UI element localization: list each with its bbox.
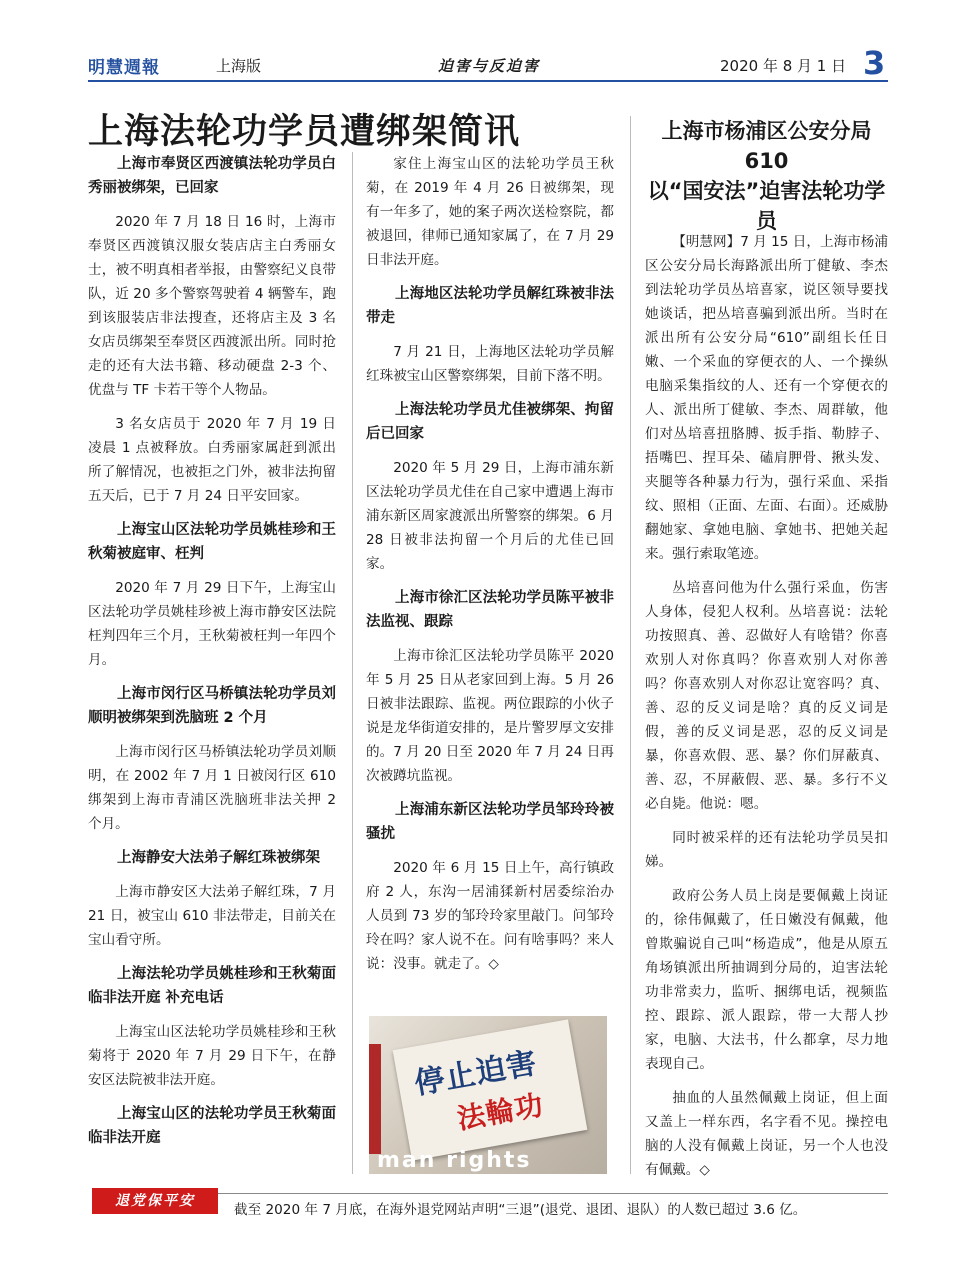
article-paragraph: 2020 年 6 月 15 日上午，高行镇政府 2 人，东沟一居浦猱新村居委综治办人员到 73 岁的邹玲玲家里敲门。问邹玲玲在吗？家人说不在。问有啥事吗？来人说：没事。就走了。◇ (366, 860, 614, 972)
article-heading: 上海法轮功学员尤佳被绑架、拘留后已回家 (366, 402, 614, 442)
article-paragraph: 2020 年 7 月 29 日下午，上海宝山区法轮功学员姚桂珍被上海市静安区法院枉判四年三个月，王秋菊被枉判一年四个月。 (88, 580, 336, 668)
article-paragraph: 7 月 21 日，上海地区法轮功学员解红珠被宝山区警察绑架，目前下落不明。 (366, 344, 614, 384)
sign-text-bottom: 法輪功 (454, 1088, 547, 1136)
article-heading: 上海法轮功学员姚桂珍和王秋菊面临非法开庭 补充电话 (88, 966, 336, 1006)
column-divider (352, 152, 353, 1174)
photo-banner-strip (369, 1044, 381, 1154)
article-heading: 上海宝山区的法轮功学员王秋菊面临非法开庭 (88, 1106, 336, 1146)
article-paragraph: 2020 年 5 月 29 日，上海市浦东新区法轮功学员尤佳在自己家中遭遇上海市浦东新区周家渡派出所警察的绑架。6 月 28 日被非法拘留一个月后的尤佳已回家。 (366, 460, 614, 572)
article-heading: 上海浦东新区法轮功学员邹玲玲被骚扰 (366, 802, 614, 842)
article-paragraph: 抽血的人虽然佩戴上岗证，但上面又盖上一样东西，名字看不见。操控电脑的人没有佩戴上岗证，另一个人也没有佩戴。◇ (645, 1090, 888, 1178)
footer-divider (100, 1193, 888, 1194)
banner-text: man rights (377, 1148, 532, 1173)
publication-name: 明慧週報 (88, 58, 160, 78)
page-header (88, 44, 888, 82)
article-heading: 上海地区法轮功学员解红珠被非法带走 (366, 286, 614, 326)
edition-label: 上海版 (216, 57, 262, 75)
article-paragraph: 【明慧网】7 月 15 日，上海市杨浦区公安分局长海路派出所丁健敏、李杰到法轮功学员丛培喜家，说区领导要找她谈话，把丛培喜骗到派出所。当时在派出所有公安分局“610”副组长任日嫩、一个采血的穿便衣的人、一个操纵电脑采集指纹的人、还有一个穿便衣的人、派出所丁健敏、李杰、周群敏，他们对丛培喜扭胳膊、扳手指、勒脖子、捂嘴巴、捏耳朵、磕肩胛骨、揪头发、夹腿等各种暴力行为，强行采血、采指纹、照相（正面、左面、右面）。还威胁翻她家、拿她电脑、拿她书、把她关起来。强行索取笔迹。 (645, 234, 888, 562)
article-paragraph: 家住上海宝山区的法轮功学员王秋菊，在 2019 年 4 月 26 日被绑架，现有一年多了，她的案子两次送检察院，都被退回，律师已通知家属了，在 7 月 29 日非法开庭。 (366, 156, 614, 268)
column-2 (366, 152, 614, 986)
article-paragraph: 上海市徐汇区法轮功学员陈平 2020 年 5 月 25 日从老家回到上海。5 月 26 日被非法跟踪、监视。两位跟踪的小伙子说是龙华街道安排的，是片警罗厚文安排的。7 月 20 日至 2020 年 7 月 24 日再次被蹲坑监视。 (366, 648, 614, 784)
footer-notice: 截至 2020 年 7 月底，在海外退党网站声明“三退”(退党、退团、退队）的人数已超过 3.6 亿。 (234, 1202, 807, 1218)
footer-badge: 退党保平安 (92, 1188, 218, 1214)
article-paragraph: 3 名女店员于 2020 年 7 月 19 日凌晨 1 点被释放。白秀丽家属赶到派出所了解情况，也被拒之门外，被非法拘留五天后，已于 7 月 24 日平安回家。 (88, 416, 336, 504)
article-paragraph: 政府公务人员上岗是要佩戴上岗证的，徐伟佩戴了，任日嫩没有佩戴，他曾欺骗说自己叫“杨造成”，他是从原五角场镇派出所抽调到分局的，迫害法轮功非常卖力，监听、捆绑电话，视频监控、跟踪、派人跟踪，带一大帮人抄家，电脑、大法书，什么都拿，尽力地表现自己。 (645, 888, 888, 1072)
column-1 (88, 152, 336, 1160)
sign-text-top: 停止迫害 (411, 1045, 541, 1102)
side-article-title (645, 116, 888, 236)
article-heading: 上海静安大法弟子解红珠被绑架 (117, 850, 320, 866)
article-heading: 上海市奉贤区西渡镇法轮功学员白秀丽被绑架，已回家 (88, 156, 336, 196)
column-3 (645, 230, 888, 1192)
header-divider (88, 80, 888, 82)
article-heading: 上海市徐汇区法轮功学员陈平被非法监视、跟踪 (366, 590, 614, 630)
protest-photo (369, 1016, 607, 1174)
side-title-line2: 以“国安法”迫害法轮功学员 (647, 179, 886, 233)
issue-date: 2020 年 8 月 1 日 (720, 57, 847, 75)
article-paragraph: 2020 年 7 月 18 日 16 时，上海市奉贤区西渡镇汉服女装店店主白秀丽女士，被不明真相者举报，由警察纪义良带队，近 20 多个警察驾驶着 4 辆警车，跑到该服装店非法搜查，还将店主及 3 名女店员绑架至奉贤区西渡派出所。同时抢走的还有大法书籍、移动硬盘 2-3 个、优盘与 TF 卡若干等个人物品。 (88, 214, 336, 398)
column-divider (630, 116, 631, 1174)
main-headline: 上海法轮功学员遭绑架简讯 (88, 112, 521, 152)
section-title: 迫害与反迫害 (438, 57, 541, 75)
article-heading: 上海市闵行区马桥镇法轮功学员刘顺明被绑架到洗脑班 2 个月 (88, 686, 336, 726)
side-title-line1: 上海市杨浦区公安分局610 (661, 119, 872, 173)
article-paragraph: 上海市闵行区马桥镇法轮功学员刘顺明，在 2002 年 7 月 1 日被闵行区 610 绑架到上海市青浦区洗脑班非法关押 2 个月。 (88, 744, 336, 832)
article-paragraph: 丛培喜问他为什么强行采血，伤害人身体，侵犯人权利。丛培喜说：法轮功按照真、善、忍做好人有啥错？你喜欢别人对你真吗？你喜欢别人对你善吗？你喜欢别人对你忍让宽容吗？真、善、忍的反义词是啥？真的反义词是假，善的反义词是恶，忍的反义词是暴，你喜欢假、恶、暴？你们屏蔽真、善、忍，不屏蔽假、恶、暴。多行不义必自毙。他说：嗯。 (645, 580, 888, 812)
page-number: 3 (863, 44, 886, 82)
article-heading: 上海宝山区法轮功学员姚桂珍和王秋菊被庭审、枉判 (88, 522, 336, 562)
article-paragraph: 上海市静安区大法弟子解红珠，7 月 21 日，被宝山 610 非法带走，目前关在宝山看守所。 (88, 884, 336, 948)
article-paragraph: 上海宝山区法轮功学员姚桂珍和王秋菊将于 2020 年 7 月 29 日下午，在静安区法院被非法开庭。 (88, 1024, 336, 1088)
article-paragraph: 同时被采样的还有法轮功学员吴扣娣。 (645, 830, 888, 870)
